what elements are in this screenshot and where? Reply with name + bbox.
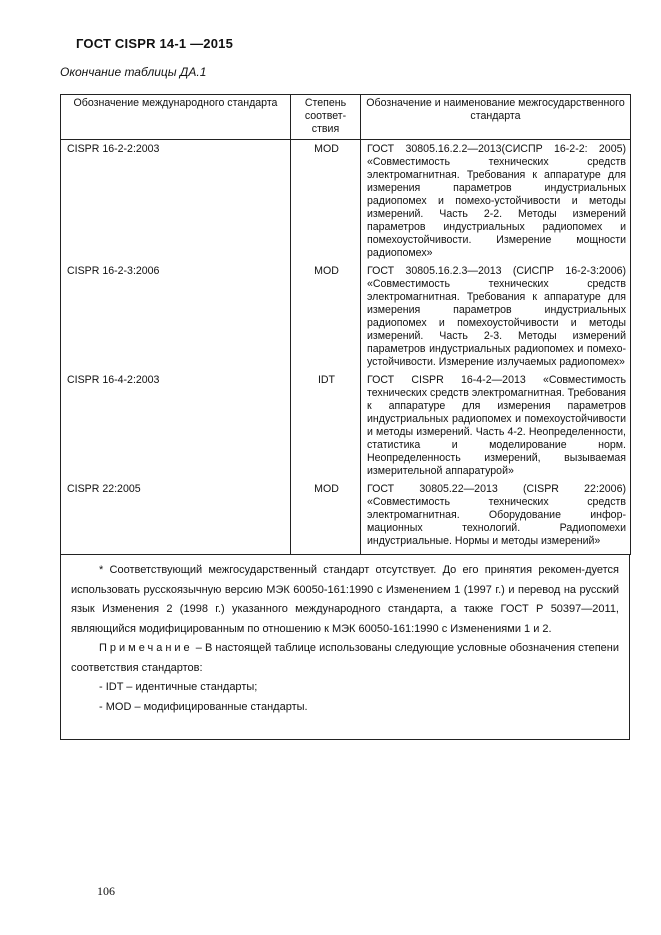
degree-cell: IDT xyxy=(291,371,361,480)
degree-cell: MOD xyxy=(291,480,361,555)
degree-cell: MOD xyxy=(291,140,361,263)
intl-standard-cell: CISPR 16-2-3:2006 xyxy=(61,262,291,371)
table-row xyxy=(61,480,631,555)
note-list-item: - MOD – модифицированные стандарты. xyxy=(99,700,308,713)
note-paragraph xyxy=(71,639,619,678)
degree-cell: MOD xyxy=(291,262,361,371)
table-row xyxy=(61,140,631,263)
table-notes xyxy=(60,555,630,740)
table-header-row xyxy=(61,95,631,140)
header-intl-standard: Обозначение международного стандарта xyxy=(61,95,291,140)
note-label: Примечание xyxy=(99,642,193,654)
interstate-standard-cell: ГОСТ 30805.22—2013 (CISPR 22:2006) «Совместимость технических средств электромагнитная. Оборудование инфор-мационных технологий. Радиопомехи индустриальные. Нормы и методы измерений» xyxy=(361,480,631,555)
document-header: ГОСТ CISPR 14-1 —2015 xyxy=(76,36,234,51)
interstate-standard-cell: ГОСТ CISPR 16-4-2—2013 «Совместимость технических средств электромагнитная. Требования к аппаратуре для измерения параметров индустриальных радиопомех и помехоустойчивости и методы измерений. Часть 4-2. Неопределенности, статистика и моделирование норм. Неопределенность измерений, вызываемая измерительной аппаратурой» xyxy=(361,371,631,480)
header-interstate-standard: Обозначение и наименование межгосударственного стандарта xyxy=(361,95,631,140)
intl-standard-cell: CISPR 22:2005 xyxy=(61,480,291,555)
standards-table-container xyxy=(60,94,630,740)
page-number: 106 xyxy=(97,884,115,898)
header-degree: Степень соответ-ствия xyxy=(291,95,361,140)
standards-table xyxy=(60,94,631,555)
interstate-standard-cell: ГОСТ 30805.16.2.3—2013 (СИСПР 16-2-3:2006) «Совместимость технических средств электромагнитная. Требования к аппаратуре для измерения параметров индустриальных радиопомех и помехоустойчивости и методы измерений. Часть 2-3. Методы измерений параметров индустриальных радиопомех и помехо-устойчивости. Измерение излучаемых радиопомех» xyxy=(361,262,631,371)
table-row xyxy=(61,371,631,480)
note-list-item: - IDT – идентичные стандарты; xyxy=(99,681,258,693)
table-row xyxy=(61,262,631,371)
table-continuation-caption: Окончание таблицы ДА.1 xyxy=(60,65,207,79)
note-text: – В настоящей таблице использованы следующие условные обозначения степени соответствия стандартов: xyxy=(71,642,619,674)
intl-standard-cell: CISPR 16-2-2:2003 xyxy=(61,140,291,263)
interstate-standard-cell: ГОСТ 30805.16.2.2—2013(СИСПР 16-2-2: 2005) «Совместимость технических средств электромагнитная. Требования к аппаратуре для измерения параметров индустриальных радиопомех и помехо-устойчивости и методы измерений. Часть 2-2. Методы измерений параметров индустриальных радиопомех и помехоустойчивости. Измерение мощности радиопомех» xyxy=(361,140,631,263)
intl-standard-cell: CISPR 16-4-2:2003 xyxy=(61,371,291,480)
footnote: * Соответствующий межгосударственный стандарт отсутствует. До его принятия рекомен-дуется использовать русскоязычную версию МЭК 60050-161:1990 с Изменением 1 (1997 г.) и перевод на русский язык Изменения 2 (1998 г.) указанного международного стандарта, а также ГОСТ Р 50397—2011, являющийся модифицированным по отношению к МЭК 60050-161:1990 с Изменениями 1 и 2. xyxy=(71,564,619,635)
